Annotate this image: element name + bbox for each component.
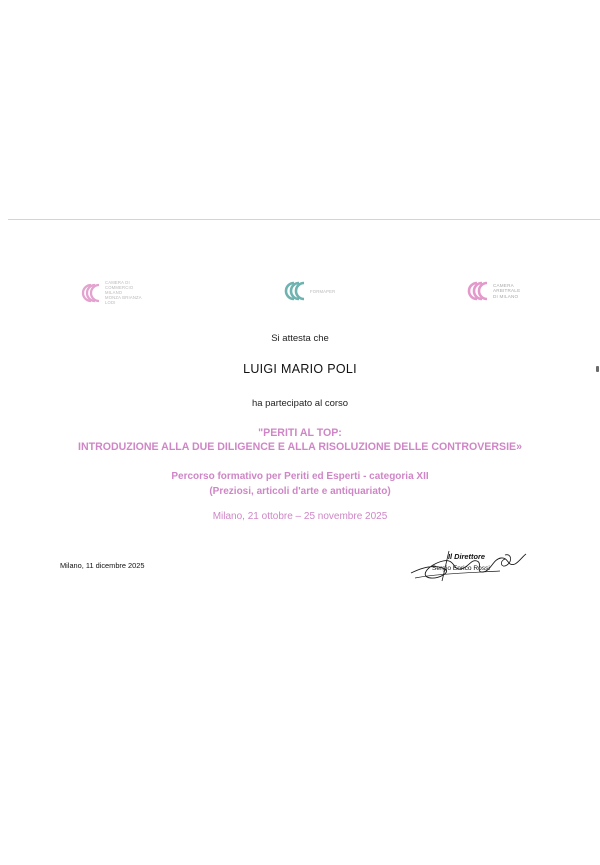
arbitration-chamber-logo	[466, 280, 520, 302]
course-dates: Milano, 21 ottobre – 25 novembre 2025	[212, 511, 388, 522]
issue-date: Milano, 11 dicembre 2025	[60, 561, 145, 570]
course-title-line2: INTRODUZIONE ALLA DUE DILIGENCE E ALLA RISOLUZIONE DELLE CONTROVERSIE»	[78, 441, 522, 453]
arbitration-logo-caption: CAMERA ARBITRALE DI MILANO	[493, 282, 521, 299]
participation-statement: ha partecipato al corso	[251, 398, 349, 409]
director-name: Sergio Enrico Rossi	[432, 565, 490, 572]
formaper-logo	[283, 280, 335, 302]
page-top-edge	[8, 219, 600, 220]
course-title-line1: "PERITI AL TOP:	[258, 427, 342, 439]
ccc-pink-logo-icon	[466, 280, 490, 302]
formaper-logo-caption: FORMAPER	[310, 288, 336, 294]
chamber-logo-caption: CAMERA DI COMMERCIO MILANO MONZA BRIANZA LODI	[105, 280, 142, 305]
chamber-of-commerce-logo	[80, 280, 142, 305]
course-description-line2: (Preziosi, articoli d'arte e antiquariato)	[209, 486, 391, 497]
director-title: Il Direttore	[448, 552, 485, 561]
course-description-line1: Percorso formativo per Periti ed Esperti - categoria XII	[171, 471, 429, 482]
attestation-intro: Si attesta che	[271, 333, 329, 344]
ccc-logo-icon	[80, 282, 102, 304]
ccc-teal-logo-icon	[283, 280, 307, 302]
recipient-name: LUIGI MARIO POLI	[243, 362, 357, 376]
